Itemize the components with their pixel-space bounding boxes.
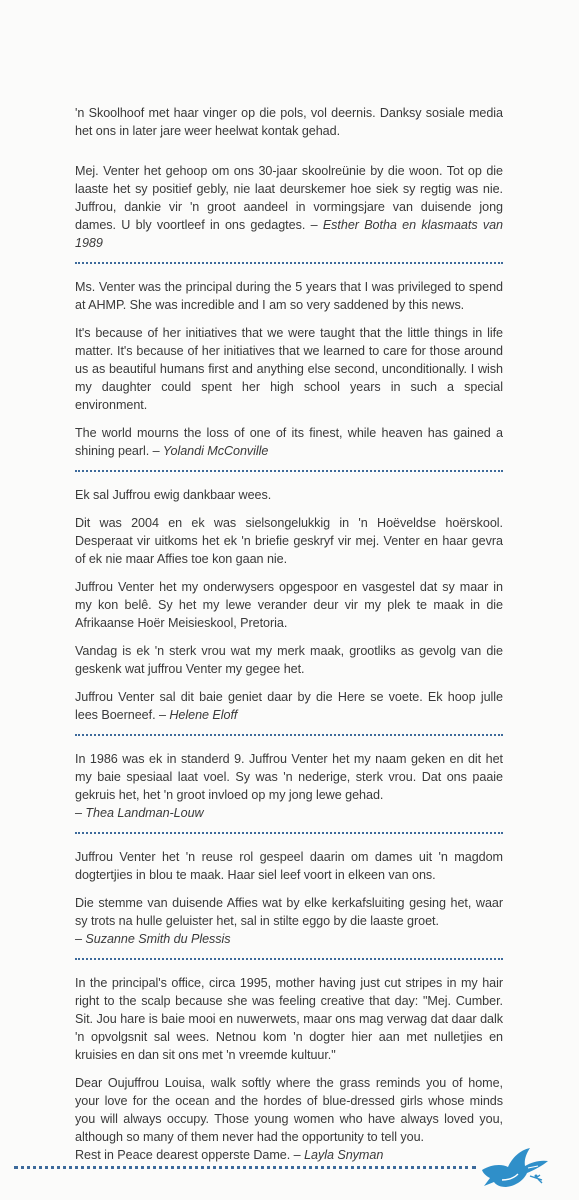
dotted-divider: [75, 958, 503, 960]
paragraph: 'n Skoolhoof met haar vinger op die pols, vol deernis. Danksy sosiale media het ons in later jare weer heelwat kontak gehad.: [75, 106, 503, 138]
paragraph: Dit was 2004 en ek was sielsongelukkig in 'n Hoëveldse hoërskool. Desperaat vir uitkoms het ek 'n briefie geskryf vir mej. Venter en haar gevra of ek nie maar Affies toe kon gaan nie.: [75, 516, 503, 566]
article-body: [75, 104, 503, 1174]
signature: – Suzanne Smith du Plessis: [75, 932, 231, 946]
dove-icon: [478, 1140, 554, 1196]
tribute-layla: [75, 974, 503, 1164]
paragraph: Mej. Venter het gehoop om ons 30-jaar skoolreünie by die woon. Tot op die laaste het sy positief gebly, nie laat deurskemer hoe siek sy regtig was nie. Juffrou, dankie vir 'n groot aandeel in vormingsjare van duisende jong dames. U bly voortleef in ons gedagtes. – Esther Botha en klasmaats van 1989: [75, 164, 504, 250]
signature: – Esther Botha en klasmaats van 1989: [75, 218, 504, 250]
tribute-suzanne: [75, 848, 503, 948]
tribute-thea: [75, 750, 503, 822]
signature: – Helene Eloff: [158, 708, 238, 722]
tribute-helene: [75, 486, 503, 724]
paragraph: It's because of her initiatives that we were taught that the little things in life matter. It's because of her initiatives that we learned to care for those around us as beautiful humans first and anything else second, unconditionally. I wish my daughter could spent her high school years in such a special environment.: [75, 326, 503, 412]
tribute-esther: [75, 104, 503, 252]
signature: – Layla Snyman: [293, 1148, 384, 1162]
paragraph: Dear Oujuffrou Louisa, walk softly where the grass reminds you of home, your love for the ocean and the hordes of blue-dressed girls whose minds you will always occupy. Those young women who have always loved you, although so many of them never had the opportunity to tell you. Rest in Peace dearest opperste Dame. – Layla Snyman: [75, 1076, 503, 1162]
dotted-divider: [75, 734, 503, 736]
paragraph: The world mourns the loss of one of its finest, while heaven has gained a shining pearl. – Yolandi McConville: [75, 426, 503, 458]
footer-dotted-line: [14, 1166, 476, 1169]
paragraph: In 1986 was ek in standerd 9. Juffrou Venter het my naam geken en dit het my baie spesiaal laat voel. Sy was 'n nederige, sterk vrou. Dat ons paaie gekruis het, het 'n groot invloed op my jong lewe gehad. – Thea Landman-Louw: [75, 752, 503, 820]
paragraph: Vandag is ek 'n sterk vrou wat my merk maak, grootliks as gevolg van die geskenk wat juffrou Venter my gegee het.: [75, 644, 503, 676]
paragraph: In the principal's office, circa 1995, mother having just cut stripes in my hair right to the scalp because she was feeling creative that day: "Mej. Cumber. Sit. Jou hare is baie mooi en nuwerwets, maar ons mag verwag dat daar dalk 'n opvolgsnit sal wees. Netnou kom 'n dogter hier aan met nulletjies en kruisies en dan sit ons met 'n vreemde kultuur.": [75, 976, 503, 1062]
dotted-divider: [75, 262, 503, 264]
paragraph: Juffrou Venter het 'n reuse rol gespeel daarin om dames uit 'n magdom dogtertjies in blou te maak. Haar siel leef voort in elkeen van ons.: [75, 850, 503, 882]
tribute-yolandi: [75, 278, 503, 460]
paragraph: Die stemme van duisende Affies wat by elke kerkafsluiting gesing het, waar sy trots na hulle geluister het, sal in stilte eggo by die laaste groet. – Suzanne Smith du Plessis: [75, 896, 503, 946]
paragraph: Juffrou Venter het my onderwysers opgespoor en vasgestel dat sy maar in my kon belê. Sy het my lewe verander deur vir my plek te maak in die Afrikaanse Hoër Meisieskool, Pretoria.: [75, 580, 503, 630]
paragraph: Ek sal Juffrou ewig dankbaar wees.: [75, 488, 272, 502]
dotted-divider: [75, 470, 503, 472]
dotted-divider: [75, 832, 503, 834]
signature: – Yolandi McConville: [152, 444, 269, 458]
paragraph: Juffrou Venter sal dit baie geniet daar by die Here se voete. Ek hoop julle lees Boerneef. – Helene Eloff: [75, 690, 503, 722]
paragraph: Ms. Venter was the principal during the 5 years that I was privileged to spend at AHMP. She was incredible and I am so very saddened by this news.: [75, 280, 503, 312]
signature: – Thea Landman-Louw: [75, 806, 204, 820]
